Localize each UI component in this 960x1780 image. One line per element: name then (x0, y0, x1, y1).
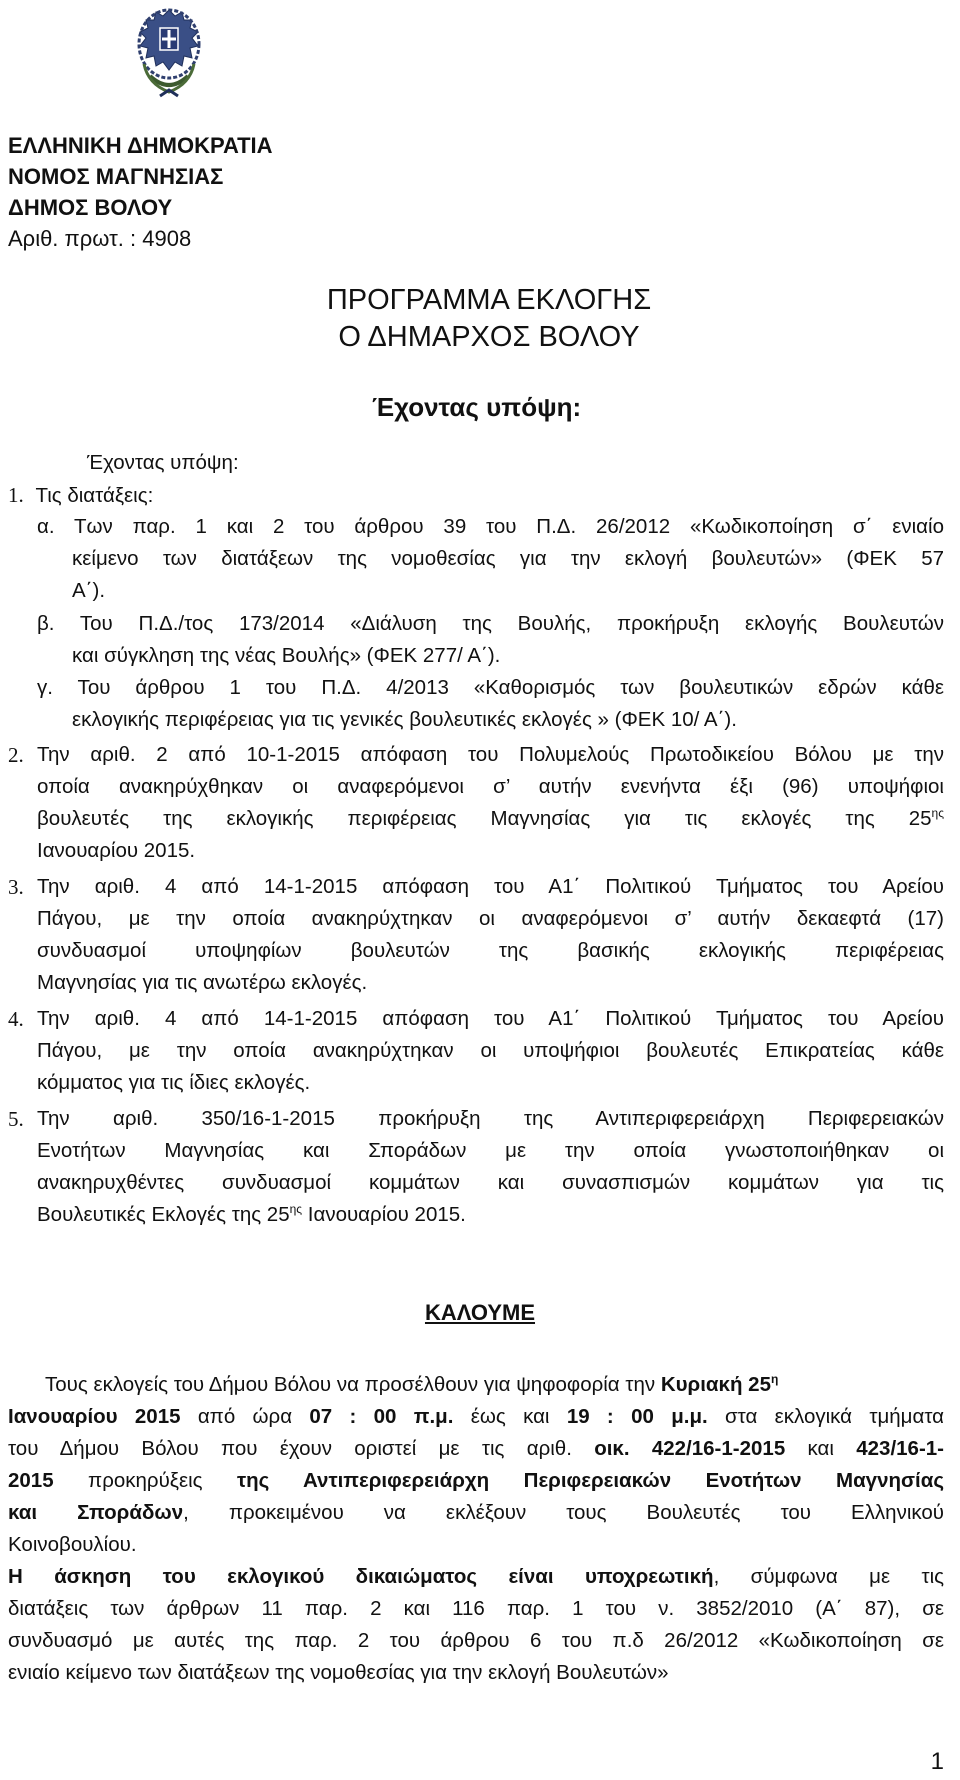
page-title-sub: Ο ΔΗΜΑΡΧΟΣ ΒΟΛΟΥ (338, 321, 640, 353)
ordinal-suffix: ης (289, 1202, 303, 1217)
list-item-1 (8, 479, 153, 512)
call-date: Ιανουαρίου 2015 (8, 1405, 181, 1428)
call-line3 (8, 1433, 944, 1465)
list-item-3-line3: συνδυασμοί υποψηφίων βουλευτών της βασικής εκλογικής περιφέρειας (37, 939, 944, 962)
sub-item-b-line2: και σύγκληση της νέας Βουλής» (ΦΕΚ 277/ Α΄). (72, 644, 501, 667)
call-line6: Κοινοβουλίου. (8, 1533, 137, 1556)
mandatory-vote-notice: Η άσκηση του εκλογικού δικαιώματος είναι υποχρεωτική (8, 1565, 714, 1588)
call-line8: διατάξεις των άρθρων 11 παρ. 2 και 116 παρ. 1 του ν. 3852/2010 (Α΄ 87), σε (8, 1597, 944, 1620)
intro-text: Έχοντας υπόψη: (87, 451, 239, 474)
call-line10: ενιαίο κείμενο των διατάξεων της νομοθεσίας για την εκλογή Βουλευτών» (8, 1661, 669, 1684)
call-text: προκηρύξεις (53, 1469, 237, 1492)
list-item-5-line4 (37, 1199, 466, 1231)
call-text: του Δήμου Βόλου που έχουν οριστεί με τις αριθ. (8, 1437, 595, 1460)
list-number: 2. (8, 743, 24, 767)
sub-item-a-line2: κείμενο των διατάξεων της νομοθεσίας για την εκλογή βουλευτών» (ΦΕΚ 57 (72, 547, 944, 570)
call-text: , προκειμένου να εκλέξουν τους Βουλευτές του Ελληνικού (183, 1501, 945, 1524)
hellenic-republic-emblem (130, 4, 208, 108)
call-text: Τους εκλογείς του Δήμου Βόλου να προσέλθουν για ψηφοφορία την (45, 1373, 661, 1396)
authority-name: και Σποράδων (8, 1501, 184, 1524)
list-text: Βουλευτικές Εκλογές της 25 (37, 1203, 290, 1226)
call-text: , σύμφωνα με τις (713, 1565, 945, 1588)
issuer-header (8, 130, 273, 254)
call-line9: συνδυασμό με αυτές της παρ. 2 του άρθρου 6 του π.δ 26/2012 «Κωδικοποίηση σε (8, 1629, 944, 1652)
header-country: ΕΛΛΗΝΙΚΗ ΔΗΜΟΚΡΑΤΙΑ (8, 133, 273, 158)
section-heading: Έχοντας υπόψη: (372, 392, 582, 422)
call-line4 (8, 1465, 944, 1497)
list-item-3-line4: Μαγνησίας για τις ανωτέρω εκλογές. (37, 971, 368, 994)
proclamation-ref: 423/16-1- (856, 1437, 945, 1460)
sub-item-a-line3: Α΄). (72, 579, 106, 602)
list-item-2-line2: οποία ανακηρύχθηκαν οι αναφερόμενοι σ’ αυτήν ενενήντα έξι (96) υποψήφιοι (37, 775, 944, 798)
ordinal-suffix: η (770, 1372, 779, 1387)
list-item-5-line3: ανακηρυχθέντες συνδυασμοί κομμάτων και συνασπισμών κομμάτων για τις (37, 1171, 944, 1194)
list-item-2-line1: Την αριθ. 2 από 10-1-2015 απόφαση του Πολυμελούς Πρωτοδικείου Βόλου με την (37, 743, 944, 766)
list-item-4-line3: κόμματος για τις ίδιες εκλογές. (37, 1071, 311, 1094)
call-heading: ΚΑΛΟΥΜΕ (424, 1300, 536, 1325)
list-item-2-line3 (37, 803, 944, 835)
list-number: 1. (8, 483, 24, 507)
call-text: και (785, 1437, 857, 1460)
list-text: Τις διατάξεις: (35, 484, 154, 507)
list-number: 3. (8, 875, 24, 899)
proclamation-ref: 2015 (8, 1469, 54, 1492)
call-line1 (45, 1369, 778, 1401)
call-end-time: 19 : 00 μ.μ. (566, 1405, 708, 1428)
list-text: βουλευτές της εκλογικής περιφέρειας Μαγνησίας για τις εκλογές της 25 (37, 807, 932, 830)
list-item-5-line2: Ενοτήτων Μαγνησίας και Σποράδων με την οποία γνωστοποιήθηκαν οι (37, 1139, 944, 1162)
sub-item-a-line1: α. Των παρ. 1 και 2 του άρθρου 39 του Π.Δ. 26/2012 «Κωδικοποίηση σ΄ ενιαίο (37, 515, 944, 538)
protocol-number: Αριθ. πρωτ. : 4908 (8, 226, 192, 251)
call-date: Κυριακή 25 (660, 1373, 771, 1396)
call-start-time: 07 : 00 π.μ. (309, 1405, 454, 1428)
list-item-5-line1: Την αριθ. 350/16-1-2015 προκήρυξη της Αντιπεριφερειάρχη Περιφερειακών (37, 1107, 944, 1130)
call-line2 (8, 1401, 944, 1433)
call-text: από ώρα (180, 1405, 310, 1428)
list-item-2-line4: Ιανουαρίου 2015. (37, 839, 196, 862)
sub-item-b-line1: β. Του Π.Δ./τος 173/2014 «Διάλυση της Βουλής, προκήρυξη εκλογής Βουλευτών (37, 612, 944, 635)
proclamation-ref: οικ. 422/16-1-2015 (594, 1437, 786, 1460)
call-line7 (8, 1561, 944, 1593)
header-municipality: ΔΗΜΟΣ ΒΟΛΟΥ (8, 195, 173, 220)
page-number: 1 (930, 1748, 944, 1775)
list-item-4-line1: Την αριθ. 4 από 14-1-2015 απόφαση του Α1΄ Πολιτικού Τμήματος του Αρείου (37, 1007, 944, 1030)
authority-name: της Αντιπεριφερειάρχη Περιφερειακών Ενοτήτων Μαγνησίας (236, 1469, 944, 1492)
list-item-3-line2: Πάγου, με την οποία ανακηρύχτηκαν οι αναφερόμενοι σ’ αυτήν δεκαεφτά (17) (37, 907, 944, 930)
list-item-4-line2: Πάγου, με την οποία ανακηρύχτηκαν οι υποψήφιοι βουλευτές Επικρατείας κάθε (37, 1039, 944, 1062)
page-title: ΠΡΟΓΡΑΜΜΑ ΕΚΛΟΓΗΣ (326, 284, 652, 316)
sub-item-c-line2: εκλογικής περιφέρειας για τις γενικές βουλευτικές εκλογές » (ΦΕΚ 10/ Α΄). (72, 708, 737, 731)
call-text: στα εκλογικά τμήματα (707, 1405, 944, 1428)
header-prefecture: ΝΟΜΟΣ ΜΑΓΝΗΣΙΑΣ (8, 164, 224, 189)
sub-item-c-line1: γ. Του άρθρου 1 του Π.Δ. 4/2013 «Καθορισμός των βουλευτικών εδρών κάθε (37, 676, 944, 699)
list-item-3-line1: Την αριθ. 4 από 14-1-2015 απόφαση του Α1΄ Πολιτικού Τμήματος του Αρείου (37, 875, 944, 898)
list-number: 4. (8, 1007, 24, 1031)
list-text: Ιανουαρίου 2015. (302, 1203, 466, 1226)
ordinal-suffix: ης (931, 806, 944, 821)
list-number: 5. (8, 1107, 24, 1131)
call-line5 (8, 1497, 944, 1529)
call-text: έως και (453, 1405, 567, 1428)
